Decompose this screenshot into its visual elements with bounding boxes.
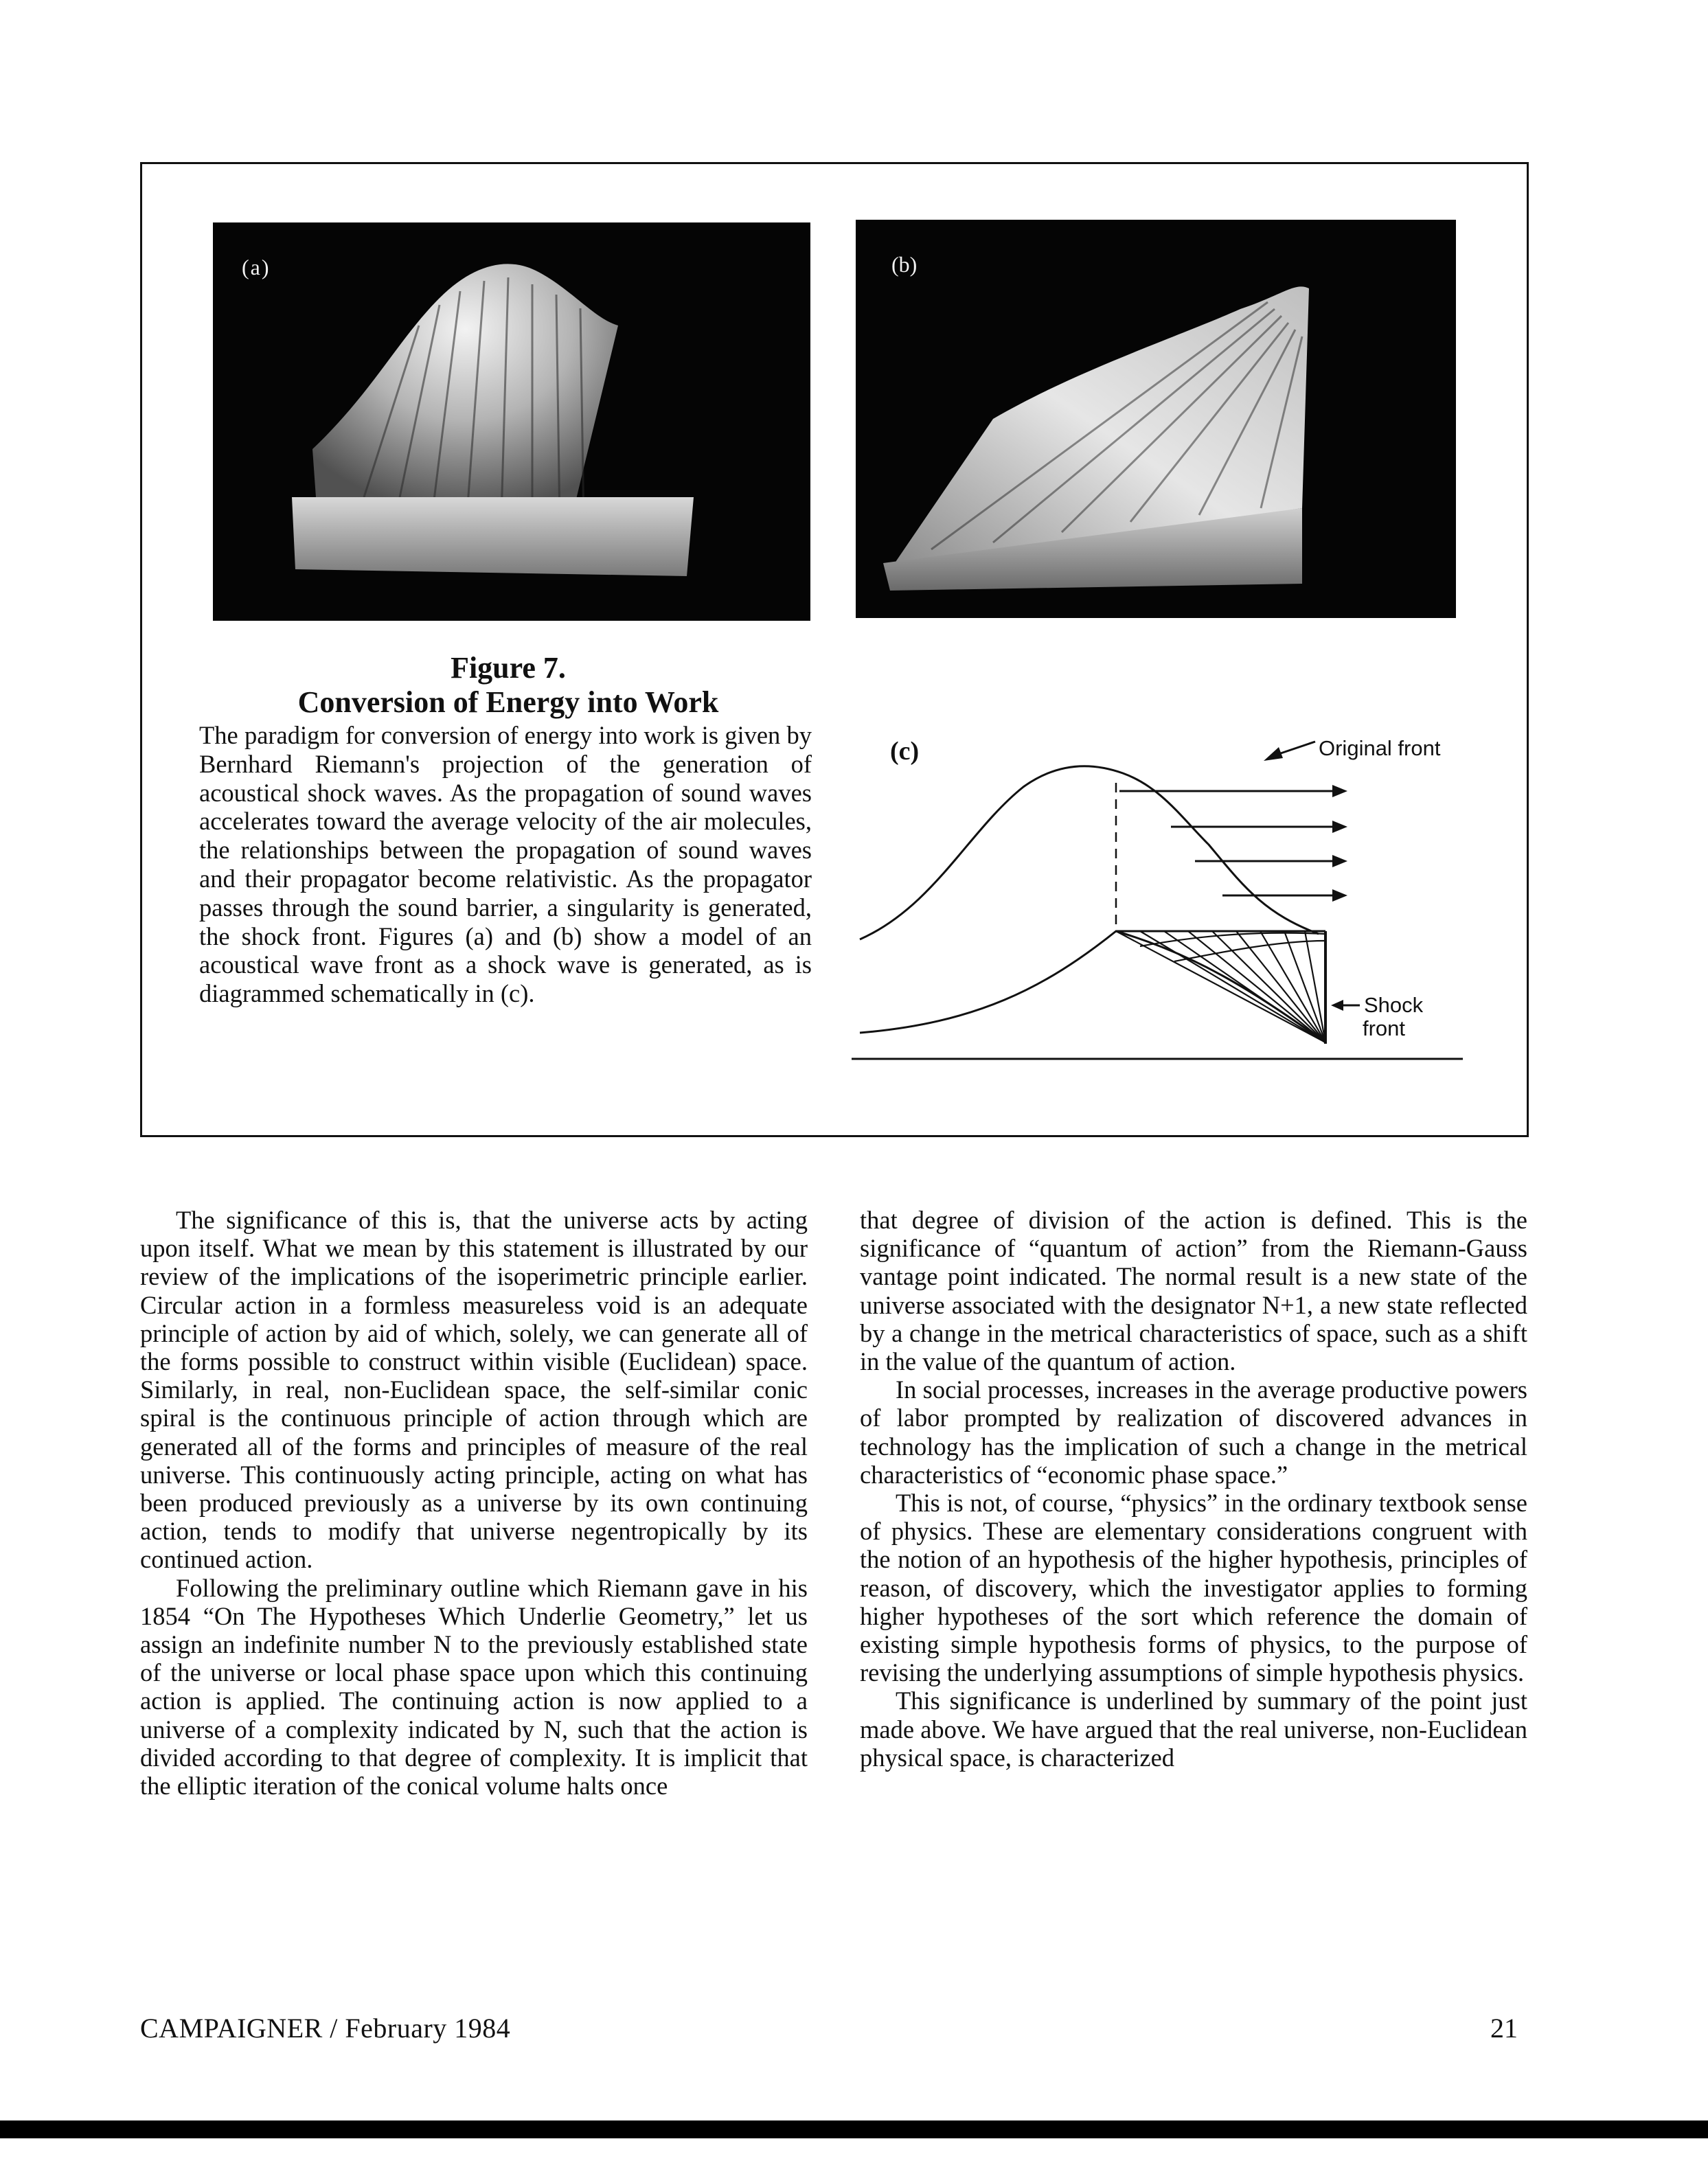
paragraph: This is not, of course, “physics” in the ordinary textbook sense of physics. These are elementary considerations congruent with the notion of an hypothesis of the higher hypothesis, principles of reason, of discovery, which the investigator applies to forming higher hypotheses of the sort which reference the domain of existing simple hypothesis forms of physics, to the purpose of revising the underlying assumptions of simple hypothesis physics.: [860, 1489, 1527, 1687]
shock-wave-diagram: [852, 728, 1470, 1085]
body-column-right: [860, 1206, 1527, 1772]
paragraph: In social processes, increases in the average productive powers of labor prompted by realization of discovered advances in technology has the implication of such a change in the metrical characteristics of “economic phase space.”: [860, 1375, 1527, 1489]
shock-label-line2: front: [1363, 1016, 1406, 1040]
paragraph: This significance is underlined by summary of the point just made above. We have argued that the real universe, non-Euclidean physical space, is characterized: [860, 1687, 1527, 1772]
body-column-left: [140, 1206, 808, 1800]
front-arrows: [1119, 791, 1332, 895]
figure-number: Figure 7.: [451, 651, 566, 685]
paragraph: Following the preliminary outline which Riemann gave in his 1854 “On The Hypotheses Which Underlie Geometry,” let us assign an indefinite number N to the previously established state of the universe or local phase space upon which this continuing action is applied. The continuing action is now applied to a universe of a complexity indicated by N, such that the action is divided according to that degree of complexity. It is implicit that the elliptic iteration of the conical volume halts once: [140, 1573, 808, 1800]
photo-panel-a: [213, 222, 810, 621]
figure-caption: The paradigm for conversion of energy into work is given by Bernhard Riemann's projection of the generation of acoustical shock waves. As the propagation of sound waves accelerates toward the average velocity of the air molecules, the relationships between the propagation of sound waves and their propagator become relativistic. As the propagator passes through the sound barrier, a singularity is generated, the shock front. Figures (a) and (b) show a model of an acoustical wave front as a shock wave is generated, as is diagrammed schematically in (c).: [199, 721, 812, 1008]
convergence-rays: [1116, 931, 1325, 1042]
photo-panel-b: [856, 220, 1456, 618]
arrowheads: [1332, 785, 1347, 902]
panel-b-label: (b): [891, 252, 918, 277]
footer-publication: CAMPAIGNER / February 1984: [140, 2013, 511, 2044]
wave-model-photo-b: [856, 220, 1456, 618]
paragraph: that degree of division of the action is defined. This is the significance of “quantum of action” from the Riemann-Gauss vantage point indicated. The normal result is a new state of the universe associated with the designator N+1, a new state reflected by a change in the metrical characteristics of space, such as a shift in the value of the quantum of action.: [860, 1206, 1527, 1376]
original-front-label: Original front: [1319, 736, 1441, 760]
bottom-border-bar: [0, 2120, 1708, 2138]
wave-model-photo-a: [213, 222, 810, 621]
shock-label-line1: Shock: [1364, 993, 1424, 1017]
figure-heading: [199, 651, 817, 720]
figure-title: Conversion of Energy into Work: [297, 685, 719, 719]
diagram-label: (c): [890, 737, 920, 766]
panel-a-label: (a): [242, 255, 271, 279]
original-wave-curve: [860, 766, 1319, 939]
footer-page-number: 21: [1490, 2013, 1518, 2044]
paragraph: The significance of this is, that the universe acts by acting upon itself. What we mean by this statement is illustrated by our review of the implications of the isoperimetric principle earlier. Circular action in a formless measureless void is an adequate principle of action by aid of which, solely, we can generate all of the forms possible to construct within visible (Euclidean) space. Similarly, in real, non-Euclidean space, the self-similar conic spiral is the continuous principle of action through which are generated all of the forms and principles of measure of the real universe. This continuously acting principle, acting on what has been produced previously as a universe by its own continuing action, tends to modify that universe negentropically by its continued action.: [140, 1206, 808, 1574]
